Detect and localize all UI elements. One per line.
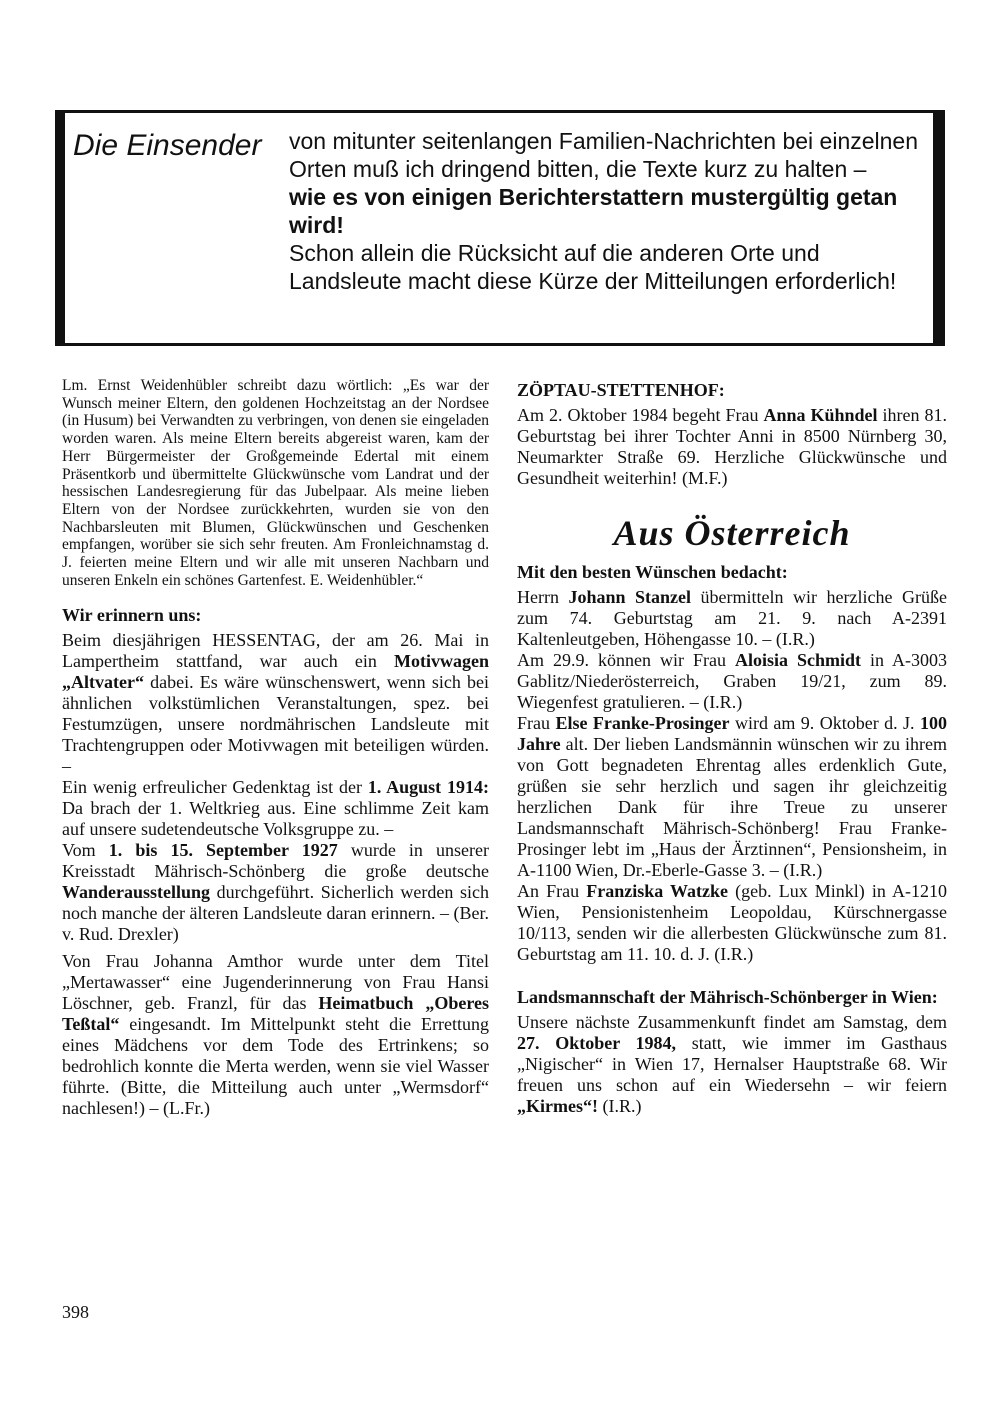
notice-line1: von mitunter seitenlangen Familien-Nachrichten bei einzelnen Orten muß ich dringend bitten, die Texte kurz zu halten – <box>289 128 919 182</box>
paragraph-zusammenkunft: Unsere nächste Zusammenkunft findet am Samstag, dem 27. Oktober 1984, statt, wie immer im Gasthaus „Nigischer“ in Wien 17, Hernalser Hauptstraße 68. Wir freuen uns schon auf ein Wiedersehn – wir feiern „Kirmes“! (I.R.) <box>517 1012 947 1116</box>
heading-wuensche: Mit den besten Wünschen bedacht: <box>517 562 788 582</box>
heading-wir-erinnern: Wir erinnern uns: <box>62 605 202 626</box>
notice-title: Die Einsender <box>73 129 262 162</box>
paragraph-schmidt: Am 29.9. können wir Frau Aloisia Schmidt in A-3003 Gablitz/Niederösterreich, Graben 19/21, zum 89. Wiegenfest gratulieren. – (I.R.) <box>517 650 947 712</box>
notice-line2: Schon allein die Rücksicht auf die anderen Orte und Landsleute macht diese Kürze der Mitteilungen erforderlich! <box>289 240 897 294</box>
heading-landsmannschaft: Landsmannschaft der Mährisch-Schönberger in Wien: <box>517 987 938 1007</box>
notice-left-bar <box>55 113 65 343</box>
paragraph-franke: Frau Else Franke-Prosinger wird am 9. Oktober d. J. 100 Jahre alt. Der lieben Landsmännin wünschen wir zu ihrem von Gott begnadeten Ehrentag alles erdenklich Gute, grüßen sie sehr herzlich und sagen ihr gleichzeitig herzlichen Dank für ihre Treue zu unserer Landsmannschaft Mährisch-Schönberg! Frau Franke-Prosinger lebt im „Haus der Ärztinnen“, Pensionsheim, in A-1100 Wien, Dr.-Eberle-Gasse 3. – (I.R.) <box>517 713 947 880</box>
notice-box <box>55 110 945 346</box>
notice-text <box>289 127 929 295</box>
paragraph-weltkrieg: Ein wenig erfreulicher Gedenktag ist der 1. August 1914: Da brach der 1. Weltkrieg aus. Eine schlimme Zeit kam auf unsere sudetendeutsche Volksgruppe zu. – <box>62 777 489 840</box>
paragraph-hessentag: Beim diesjährigen HESSENTAG, der am 26. Mai in Lampertheim stattfand, war auch ein Motivwagen „Altvater“ dabei. Es wäre wünschenswert, wenn sich bei ähnlichen volkstümlichen Veranstaltungen, spez. bei Festumzügen, unsere nordmährischen Landsleute mit Trachtengruppen oder Motivwagen mit beteiligen würden. – <box>62 630 489 777</box>
paragraph-mertawasser: Von Frau Johanna Amthor wurde unter dem Titel „Mertawasser“ eine Jugenderinnerung von Frau Hansi Löschner, geb. Franzl, für das Heimatbuch „Oberes Teßtal“ eingesandt. Im Mittelpunkt steht die Errettung eines Mädchens vor dem Tode des Ertrinkens; so bedrohlich konnte die Merta werden, wenn sie viel Wasser führte. (Bitte, die Mitteilung auch unter „Wermsdorf“ nachlesen!) – (L.Fr.) <box>62 951 489 1119</box>
paragraph-kuehndel: Am 2. Oktober 1984 begeht Frau Anna Kühndel ihren 81. Geburtstag bei ihrer Tochter Anni in 8500 Nürnberg 30, Neumarkter Straße 69. Herzliche Glückwünsche und Gesundheit weiterhin! (M.F.) <box>517 405 947 488</box>
section-title-oesterreich: Aus Österreich <box>613 513 851 553</box>
left-column <box>62 377 489 1119</box>
paragraph-stanzel: Herrn Johann Stanzel übermitteln wir herzliche Grüße zum 74. Geburtstag am 21. 9. nach A-2391 Kaltenleutgeben, Höhengasse 10. – (I.R.) <box>517 587 947 649</box>
paragraph-watzke: An Frau Franziska Watzke (geb. Lux Minkl) in A-1210 Wien, Pensionistenheim Leopoldau, Kürschnergasse 10/113, senden wir die allerbesten Glückwünsche zum 81. Geburtstag am 11. 10. d. J. (I.R.) <box>517 881 948 964</box>
page-number: 398 <box>62 1302 89 1322</box>
intro-paragraph: Lm. Ernst Weidenhübler schreibt dazu wörtlich: „Es war der Wunsch meiner Eltern, den goldenen Hochzeitstag an der Nordsee (in Husum) bei Verwandten zu verbringen, von denen sie eingeladen worden waren. Als meine Eltern bereits abgereist waren, kam der Herr Bürgermeister der Großgemeinde Edertal mit einem Präsentkorb und übermittelte Glückwünsche vom Landrat und der hessischen Landesregierung für das Jubelpaar. Als meine lieben Eltern von der Nordsee zurückkehrten, wurden sie von den Nachbarsleuten mit Blumen, Glückwünschen und Geschenken empfangen, worüber sie sich sehr freuten. Am Fronleichnamstag d. J. feierten meine Eltern und wir alle mit unseren Nachbarn und unseren Enkeln ein schönes Gartenfest. E. Weidenhübler.“ <box>62 377 489 589</box>
heading-zoeptau: ZÖPTAU-STETTENHOF: <box>517 380 725 400</box>
paragraph-wanderausstellung: Vom 1. bis 15. September 1927 wurde in unserer Kreisstadt Mährisch-Schönberg die große deutsche Wanderausstellung durchgeführt. Sicherlich werden sich noch manche der älteren Landsleute daran erinnern. – (Ber. v. Rud. Drexler) <box>62 840 489 945</box>
notice-right-bar <box>933 113 945 343</box>
right-column <box>517 380 947 1117</box>
notice-bold: wie es von einigen Berichterstattern mustergültig getan wird! <box>289 184 898 238</box>
